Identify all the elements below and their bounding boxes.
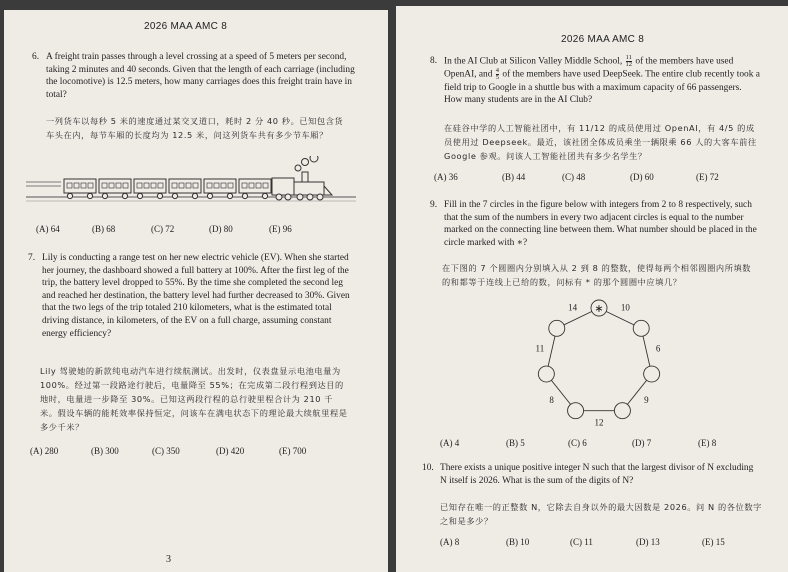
star-marker: ∗ [594,303,604,315]
page-header: 2026 MAA AMC 8 [144,21,228,32]
question-number: 7. [28,253,36,263]
choice-b: (B) 10 [506,537,530,547]
carriage [239,179,271,199]
question-8 [430,54,760,107]
heptagon-figure [526,296,676,436]
carriage [204,179,236,199]
question-number: 8. [430,56,438,66]
choice-b: (B) 5 [506,438,525,448]
choice-d: (D) 13 [636,537,660,547]
choice-a: (A) 280 [30,446,59,456]
edge-label: 9 [644,394,649,405]
empty-circle [614,403,630,419]
question-9-choices [440,438,716,448]
question-10-choices [440,537,725,547]
edge-label: 10 [620,302,630,313]
train-carriages [64,179,271,199]
fraction-11-12: $\frac{11}{12}$ [625,54,633,68]
choice-d: (D) 7 [632,438,652,448]
question-9 [430,199,762,249]
choice-a: (A) 8 [440,537,460,547]
question-7-choices [30,446,306,456]
question-10 [422,462,762,487]
empty-circle [549,320,565,336]
choice-b: (B) 68 [92,224,116,234]
question-text-part3: of the members have used DeepSeek. The entire club recently took a field trip to Google in a shuttle bus with a maximum capacity of 66 passengers. How many students are in the AI Club? [444,69,760,106]
question-9-chinese: 在下图的 7 个圆圈内分别填入从 2 到 8 的整数，使得每两个相邻圆圈内所填数的和都等于连线上已给的数，问标有 * 的那个圆圈中应填几？ [442,263,752,287]
question-10-chinese: 已知存在唯一的正整数 N，它除去自身以外的最大因数是 2026。问 N 的各位数字之和是多少？ [440,502,762,526]
question-text-part2: of the members have used OpenAI, and [444,56,734,80]
choice-e: (E) 8 [698,438,717,448]
choice-a: (A) 36 [434,172,458,182]
locomotive [272,156,332,200]
question-text: Fill in the 7 circles in the figure below with integers from 2 to 8 respectively, such that the sum of the numbers in every two adjacent circles is equal to the number marked on the connecting line between them. What number should be placed in the circle marked with ∗? [444,200,757,248]
question-7 [28,252,354,340]
left-page [4,10,388,572]
choice-d: (D) 420 [216,446,245,456]
question-text: There exists a unique positive integer N such that the largest divisor of N excluding N itself is 2026. What is the sum of the digits of N? [440,463,754,486]
question-7-chinese: Lily 驾驶她的新款纯电动汽车进行续航测试。出发时，仪表盘显示电池电量为 100%。经过第一段路途行驶后，电量降至 55%；在完成第二段行程到达目的地时，电量进一步降至 30%。已知这两段行程的总行驶里程合计为 210 千米。假设车辆的能耗效率保持恒定，问该车在满电状态下的理论最大续航里程是多少千米？ [40,366,348,432]
fraction-4-5: $\frac{4}{5}$ [495,67,500,82]
edge-label: 14 [568,302,578,313]
circles [535,300,659,419]
question-number: 10. [422,463,434,473]
carriage [99,179,131,199]
edge-label: 12 [594,417,604,428]
empty-circle [568,403,584,419]
page-header: 2026 MAA AMC 8 [561,34,645,45]
edge-label: 11 [535,343,545,354]
choice-a: (A) 64 [36,224,60,234]
question-text: Lily is conducting a range test on her new electric vehicle (EV). When she started her journey, the dashboard showed a full battery at 100%. After the first leg of the trip, the battery level dropped to 55%. By the time she completed the second leg and reached her destination, the battery level had further decreased to 30%. Given that the two legs of the trip totaled 210 kilometers, what is the estimated total driving distance, in kilometers, of the EV on a full charge, assuming constant energy efficiency? [42,253,350,339]
question-text-part1: In the AI Club at Silicon Valley Middle School, [444,56,623,67]
choice-b: (B) 44 [502,172,526,182]
carriage [64,179,96,199]
choice-c: (C) 6 [568,438,587,448]
train-illustration [26,156,356,216]
carriage [134,179,166,199]
choice-e: (E) 15 [702,537,725,547]
right-page [396,6,788,572]
question-8-choices [434,172,719,182]
page-number: 3 [166,554,171,565]
question-text: A freight train passes through a level crossing at a speed of 5 meters per second, taking 2 minutes and 40 seconds. Given that the length of each carriage (including the locomotive) is 12.5 meters, how many carriages does this freight train have in total? [46,52,355,100]
choice-b: (B) 300 [91,446,119,456]
edge-label: 8 [549,394,554,405]
choice-e: (E) 72 [696,172,719,182]
question-6-chinese: 一列货车以每秒 5 米的速度通过某交叉道口，耗时 2 分 40 秒。已知包含货车头在内，每节车厢的长度均为 12.5 米，问这列货车共有多少节车厢？ [46,116,344,140]
empty-circle [633,320,649,336]
carriage [169,179,201,199]
choice-c: (C) 11 [570,537,593,547]
question-6 [32,51,356,101]
choice-c: (C) 350 [152,446,180,456]
empty-circle [538,366,554,382]
question-6-choices [36,224,292,234]
question-number: 6. [32,52,40,62]
choice-c: (C) 48 [562,172,586,182]
choice-c: (C) 72 [151,224,175,234]
choice-d: (D) 60 [630,172,654,182]
choice-e: (E) 700 [279,446,307,456]
choice-a: (A) 4 [440,438,460,448]
question-8-chinese: 在硅谷中学的人工智能社团中，有 11/12 的成员使用过 OpenAI，有 4/5 的成员使用过 Deepseek。最近，该社团全体成员乘坐一辆限乘 66 人的大客车前往 Google 参观。问该人工智能社团共有多少名学生？ [444,123,757,161]
edge-label: 6 [655,343,661,354]
choice-e: (E) 96 [269,224,292,234]
choice-d: (D) 80 [209,224,233,234]
empty-circle [644,366,660,382]
question-number: 9. [430,200,438,210]
